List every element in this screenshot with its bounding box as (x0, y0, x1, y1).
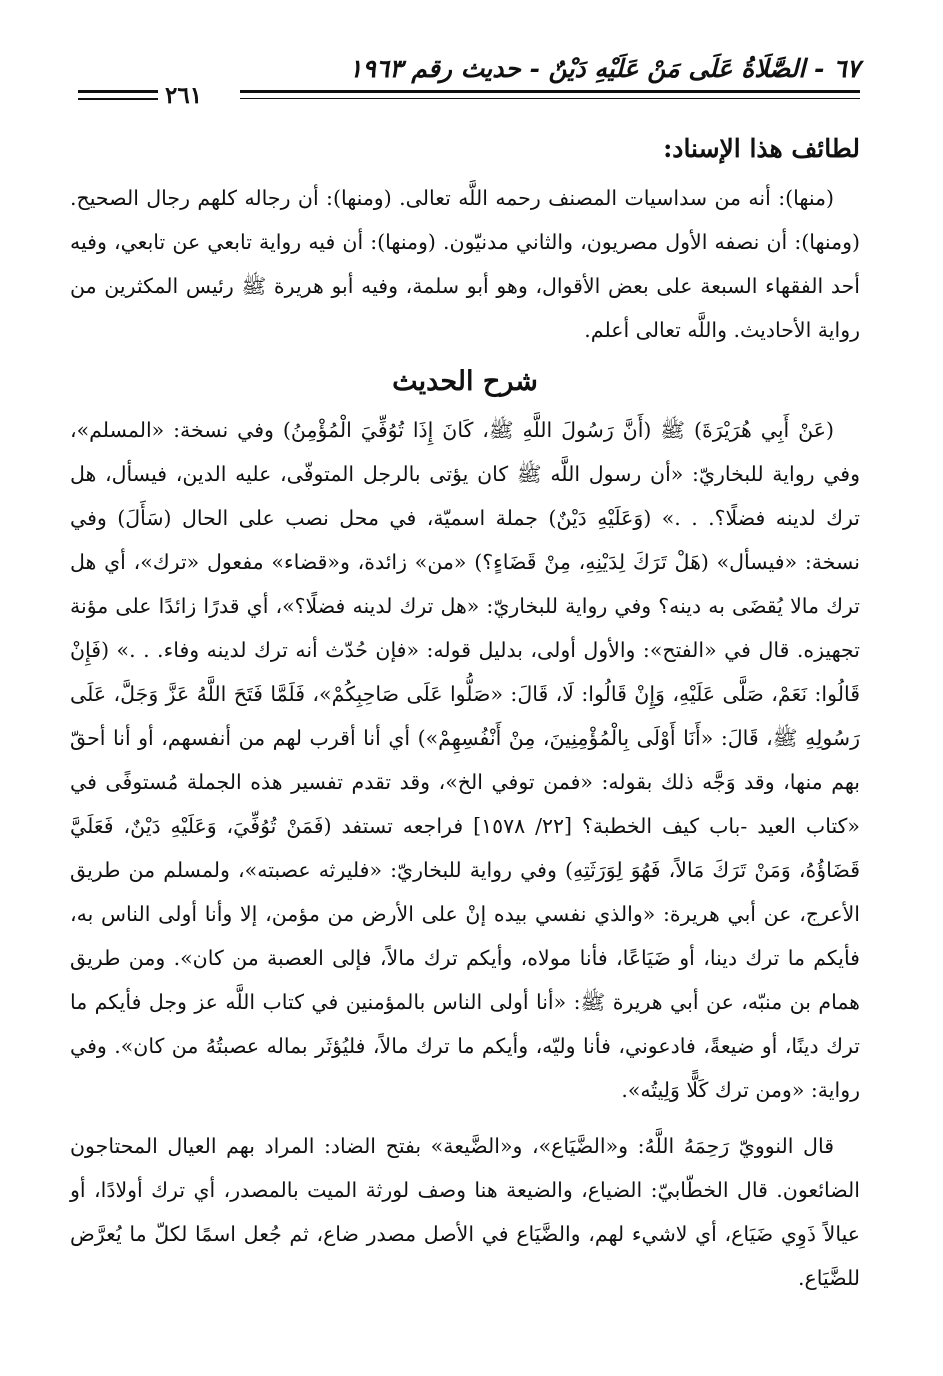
running-title: ٦٧ - الصَّلَاةُ عَلَى مَنْ عَلَيْهِ دَيْنٌ - حديث رقم ١٩٦٣ (348, 54, 860, 83)
header-rule (240, 90, 860, 93)
page-number-rule (78, 90, 158, 93)
page-number: ٢٦١ (165, 82, 203, 109)
page-number-rule-thin (78, 98, 158, 100)
section-title-sharh: شرح الحديث (392, 366, 538, 397)
page-header (70, 50, 860, 110)
section-title-isnad: لطائف هذا الإسناد: (663, 134, 860, 163)
sharh-paragraph-2: قال النوويّ رَحِمَهُ اللَّهُ: و«الضَّيَاع»، و«الضَّيعة» بفتح الضاد: المراد بهم العيال المحتاجون الضائعون. قال الخطّابيّ: الضياع، والضيعة هنا وصف لورثة الميت بالمصدر، أي ترك أولادًا، أو عيالاً ذَوِي ضَيَاع، أي لاشيء لهم، والضَّيَاع في الأصل مصدر ضاع، ثم جُعل اسمًا لكلّ ما يُعرَّض للضَّيَاع. (70, 1134, 860, 1290)
sharh-paragraph-1: (عَنْ أَبِي هُرَيْرَةَ) ﷺ (أَنَّ رَسُولَ اللَّهِ ﷺ، كَانَ إِذَا تُوُفِّيَ الْمُؤْمِنُ) وفي نسخة: «المسلم»، وفي رواية للبخاريّ: «أن رسول اللَّه ﷺ كان يؤتى بالرجل المتوفّى، عليه الدين، فيسأل، هل ترك لدينه فضلًا؟. . .» (وَعَلَيْهِ دَيْنٌ) جملة اسميّة، في محل نصب على الحال (سَأَلَ) وفي نسخة: «فيسأل» (هَلْ تَرَكَ لِدَيْنِهِ، مِنْ قَضَاءٍ؟) «من» زائدة، و«قضاء» مفعول «ترك»، أي هل ترك مالا يُقضَى به دينه؟ وفي رواية للبخاريّ: «هل ترك لدينه فضلًا؟»، أي قدرًا زائدًا على مؤنة تجهيزه. قال في «الفتح»: والأول أولى، بدليل قوله: «فإن حُدّث أنه ترك لدينه وفاء. . .» (فَإِنْ قَالُوا: نَعَمْ، صَلَّى عَلَيْهِ، وَإِنْ قَالُوا: لَا، قَالَ: «صَلُّوا عَلَى صَاحِبِكُمْ»، فَلَمَّا فَتَحَ اللَّهُ عَزَّ وَجَلَّ، عَلَى رَسُولِهِ ﷺ، قَالَ: «أَنَا أَوْلَى بِالْمُؤْمِنِينَ، مِنْ أَنْفُسِهِمْ») أي أنا أقرب لهم من أنفسهم، أو أنا أحقّ بهم منها، وقد وَجَّه ذلك بقوله: «فمن توفي الخ»، وقد تقدم تفسير هذه الجملة مُستوفًى في «كتاب العيد -باب كيف الخطبة؟ [٢٢/ ١٥٧٨] فراجعه تستفد (فَمَنْ تُوُفِّيَ، وَعَلَيْهِ دَيْنٌ، فَعَلَيَّ قَضَاؤُهُ، وَمَنْ تَرَكَ مَالاً، فَهُوَ لِوَرَثَتِهِ) وفي رواية للبخاريّ: «فليرثه عصبته»، ولمسلم من طريق الأعرج، عن أبي هريرة: «والذي نفسي بيده إنْ على الأرض من مؤمن، إلا وأنا أولى الناس به، فأيكم ما ترك دينا، أو ضَيَاعًا، فأنا مولاه، وأيكم ترك مالاً، فإلى العصبة من كان». ومن طريق همام بن منبّه، عن أبي هريرة ﷺ: «أنا أولى الناس بالمؤمنين في كتاب اللَّه عز وجل فأيكم ما ترك دينًا، أو ضيعةً، فادعوني، فأنا وليّه، وأيكم ما ترك مالاً، فليُؤثَر بماله عصبتُهُ من كان». وفي رواية: «ومن ترك كَلًّا وَلِيتُه». (70, 418, 860, 1102)
book-page (70, 50, 860, 1300)
isnad-paragraph: (منها): أنه من سداسيات المصنف رحمه اللَّه تعالى. (ومنها): أن رجاله كلهم رجال الصحيح. (ومنها): أن نصفه الأول مصريون، والثاني مدنيّون. (ومنها): أن فيه رواية تابعي عن تابعي، وفيه أحد الفقهاء السبعة على بعض الأقوال، وهو أبو سلمة، وفيه أبو هريرة ﷺ رئيس المكثرين من رواية الأحاديث. واللَّه تعالى أعلم. (70, 186, 860, 342)
header-rule-thin (240, 98, 860, 99)
